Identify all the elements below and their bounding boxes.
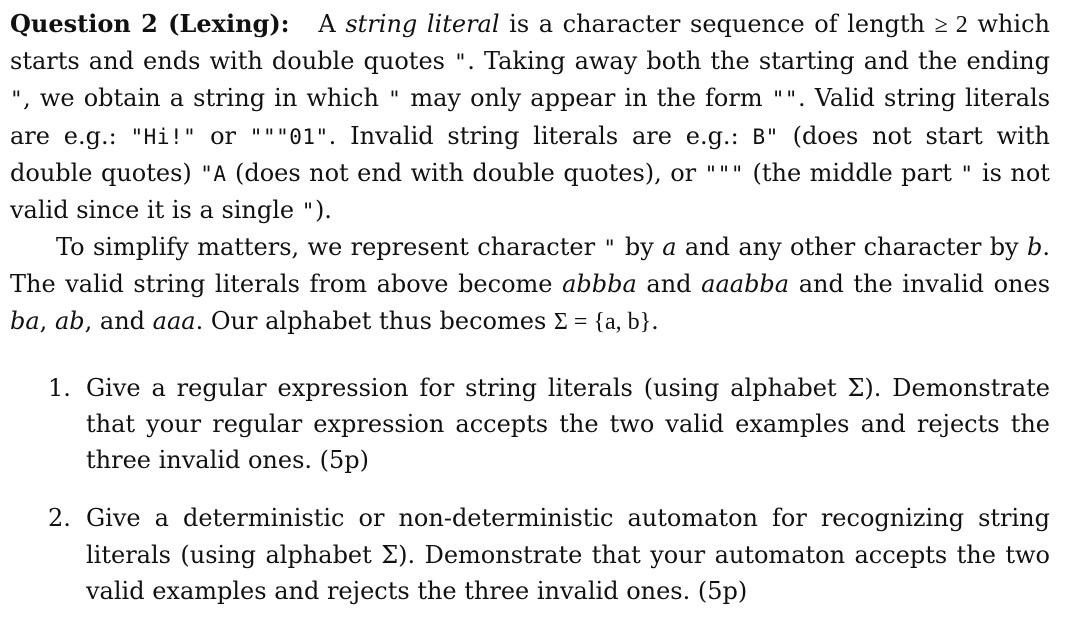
text-segment: , and xyxy=(84,306,146,335)
text-segment: , we obtain a string in which xyxy=(23,84,379,113)
text-segment: or xyxy=(670,158,697,187)
text-segment: A xyxy=(318,10,336,38)
text-segment: . Our alphabet thus becomes xyxy=(195,306,547,335)
text-segment: or xyxy=(210,121,236,150)
question-encoding-paragraph xyxy=(10,229,1050,340)
subquestion-number: 1. xyxy=(48,373,71,402)
code-quote: " xyxy=(10,87,24,112)
invalid-example-1: B" xyxy=(752,124,779,149)
text-segment: To simplify matters, we represent character xyxy=(56,233,596,262)
subquestion-1 xyxy=(10,370,1050,479)
text-segment: , xyxy=(39,306,48,335)
text-segment: . The valid string literals from above become xyxy=(10,233,1050,299)
text-segment: is not valid since it is a single xyxy=(10,158,1050,225)
text-segment: . Taking away both the starting and the ending xyxy=(467,47,1050,76)
text-segment: (the middle part xyxy=(752,158,952,187)
text-segment: and any other character by xyxy=(684,233,1019,262)
text-segment: by xyxy=(624,233,654,262)
symbol-b: b xyxy=(1026,233,1043,262)
code-quote: " xyxy=(388,87,402,112)
text-segment: and xyxy=(646,270,692,299)
text-segment: ). xyxy=(314,196,332,225)
invalid-example-3: """ xyxy=(704,161,745,186)
text-segment: (does not start with double quotes) xyxy=(10,121,1050,187)
code-double-quote: "" xyxy=(771,87,799,112)
length-condition: ≥ 2 xyxy=(934,12,968,38)
text-segment: . Invalid string literals are e.g.: xyxy=(328,121,739,150)
invalid-example-2: "A xyxy=(200,161,227,186)
valid-example-2: """01" xyxy=(249,124,329,149)
question-intro-paragraph xyxy=(10,6,1050,229)
subquestion-text: Give a deterministic or non-deterministic automaton for recognizing string literals (using alphabet Σ). Demonstrate that your automaton accepts the two valid examples and rejects the three invalid ones. (5p) xyxy=(86,504,1050,605)
question-title: Question 2 (Lexing): xyxy=(10,9,290,38)
symbol-a: a xyxy=(662,233,677,262)
text-segment: (does not end with double quotes), xyxy=(234,158,662,187)
term-string-literal: string literal xyxy=(345,10,500,38)
encoded-invalid-3: aaa xyxy=(152,306,196,335)
text-segment: and the invalid ones xyxy=(798,270,1051,299)
text-segment: . xyxy=(651,306,659,335)
text-segment: may only appear in the form xyxy=(410,84,763,113)
alphabet-definition: Σ = {a, b} xyxy=(553,308,652,335)
subquestion-text: Give a regular expression for string literals (using alphabet Σ). Demonstrate that your regular expression accepts the two valid examples and rejects the three invalid ones. (5p) xyxy=(86,373,1050,475)
encoded-valid-2: aaabba xyxy=(701,270,790,299)
subquestion-list xyxy=(10,370,1050,609)
encoded-invalid-1: ba xyxy=(10,306,40,335)
text-segment: is a character sequence of length xyxy=(509,10,926,38)
subquestion-number: 2. xyxy=(48,504,71,533)
code-quote: " xyxy=(960,161,974,186)
text-segment: which starts and ends with double quotes xyxy=(10,10,1050,76)
code-quote: " xyxy=(454,50,468,75)
encoded-valid-1: abbba xyxy=(562,270,637,299)
valid-example-1: "Hi!" xyxy=(130,124,197,149)
code-quote: " xyxy=(603,236,617,261)
subquestion-2 xyxy=(10,500,1050,609)
encoded-invalid-2: ab xyxy=(54,306,85,335)
code-quote: " xyxy=(301,199,315,224)
text-segment: . Valid string literals are e.g.: xyxy=(10,84,1051,150)
